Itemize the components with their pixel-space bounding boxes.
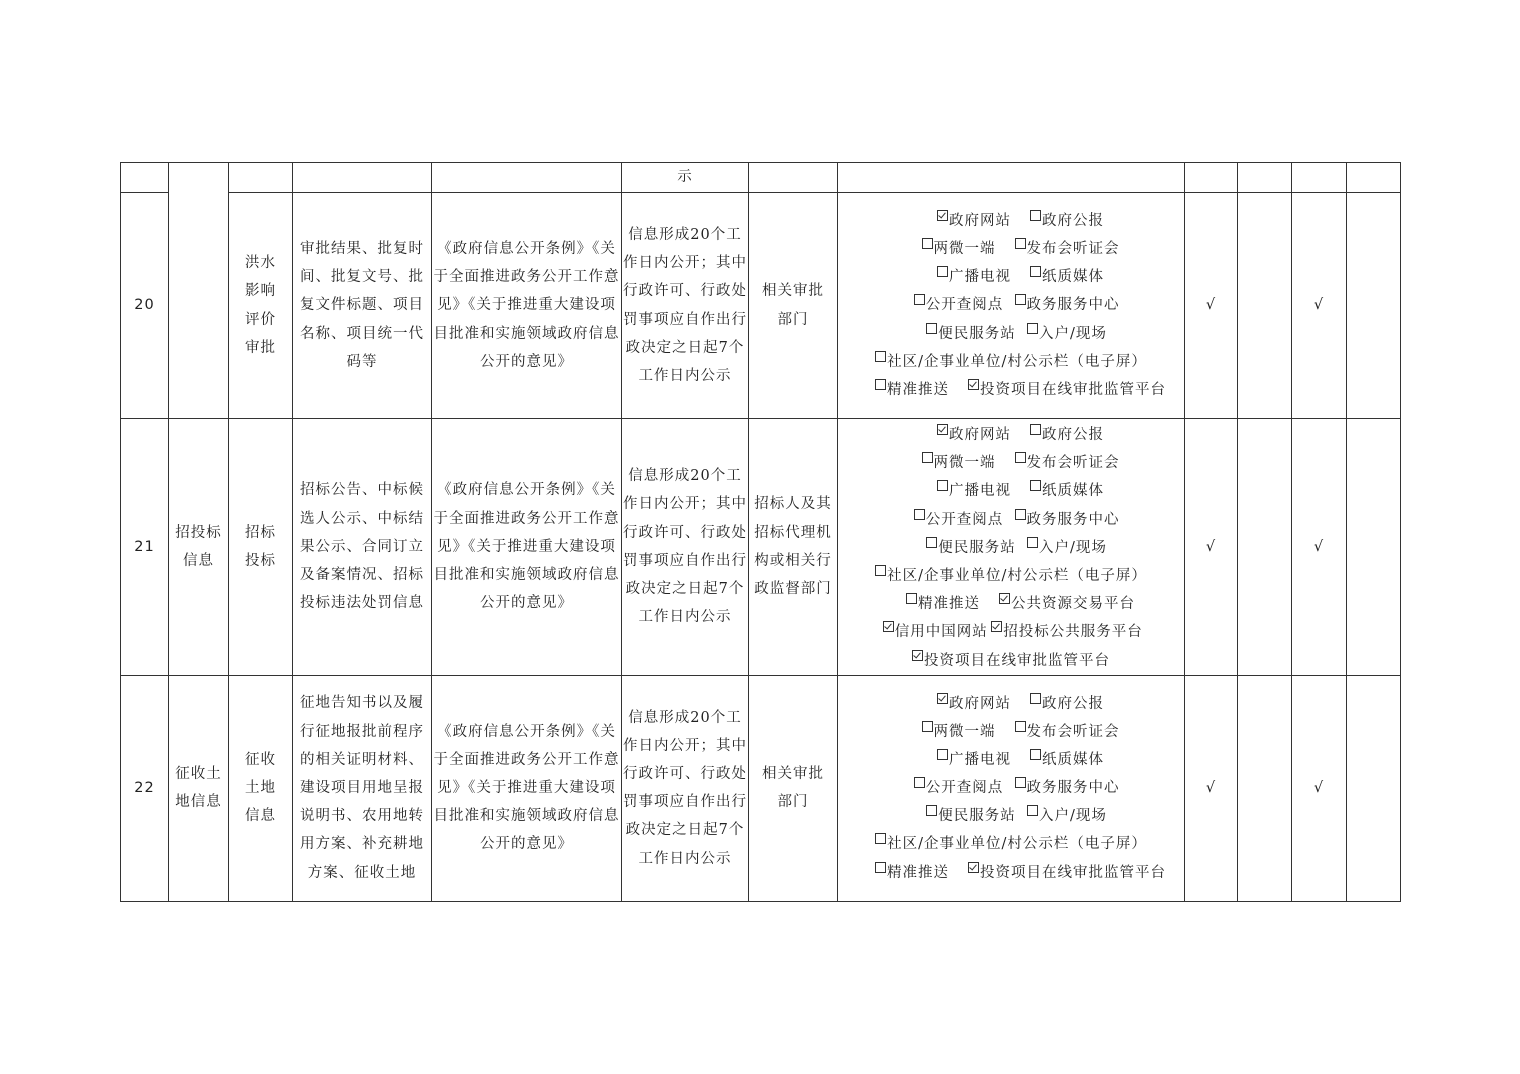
channel-option[interactable] [918, 690, 1030, 718]
unchecked-box-icon[interactable] [914, 294, 925, 305]
cont-col-a [1185, 163, 1238, 193]
empty-mark-cell [1238, 193, 1292, 419]
channel-line [838, 774, 1184, 802]
disclosure-basis: 《政府信息公开条例》《关于全面推进政务公开工作意见》《关于推进重大建设项目批准和实施领域政府信息公开的意见》 [432, 193, 622, 419]
checked-box-icon[interactable] [937, 424, 948, 435]
cont-col-c [1292, 163, 1347, 193]
channel-label: 两微一端 [933, 455, 996, 472]
continuation-row [121, 163, 1401, 193]
channel-option[interactable] [918, 477, 1030, 505]
channel-label: 两微一端 [933, 723, 996, 740]
channel-option[interactable] [856, 859, 968, 887]
channel-option[interactable] [1030, 690, 1104, 718]
channel-label: 政府网站 [949, 695, 1011, 712]
unchecked-box-icon[interactable] [922, 452, 933, 463]
channel-line [838, 263, 1184, 291]
channel-label: 精准推送 [887, 864, 949, 881]
unchecked-box-icon[interactable] [914, 509, 925, 520]
cont-basis-cell [432, 163, 622, 193]
disclosure-subject: 招标人及其招标代理机构或相关行政监督部门 [749, 419, 838, 676]
checked-box-icon[interactable] [999, 593, 1010, 604]
channel-line [838, 421, 1184, 449]
empty-mark-cell [1347, 675, 1401, 901]
channel-label: 精准推送 [918, 596, 980, 613]
unchecked-box-icon[interactable] [1030, 480, 1041, 491]
channel-label: 便民服务站 [938, 808, 1016, 825]
unchecked-box-icon[interactable] [922, 238, 933, 249]
category-name: 征收土地信息 [169, 675, 229, 901]
channel-label: 投资项目在线审批监管平台 [924, 652, 1110, 669]
unchecked-box-icon[interactable] [1015, 294, 1026, 305]
disclosure-content: 审批结果、批复时间、批复文号、批复文件标题、项目名称、项目统一代码等 [293, 193, 432, 419]
cont-subject-cell [749, 163, 838, 193]
channel-option[interactable] [1015, 774, 1120, 802]
cont-item-cell [229, 163, 293, 193]
channel-option[interactable] [912, 647, 1110, 675]
channel-label: 两微一端 [933, 241, 996, 258]
unchecked-box-icon[interactable] [926, 537, 937, 548]
channel-option[interactable] [1015, 718, 1120, 746]
cont-channel-cell [838, 163, 1185, 193]
channel-option[interactable] [875, 348, 1147, 376]
channel-option[interactable] [1027, 534, 1107, 562]
unchecked-box-icon[interactable] [926, 805, 937, 816]
channel-line [838, 590, 1184, 618]
channel-option[interactable] [1030, 746, 1104, 774]
channel-label: 政务服务中心 [1026, 780, 1120, 797]
unchecked-box-icon[interactable] [926, 323, 937, 334]
unchecked-box-icon[interactable] [937, 480, 948, 491]
unchecked-box-icon[interactable] [875, 833, 886, 844]
channel-label: 政府网站 [949, 212, 1011, 229]
disclosure-content: 招标公告、中标候选人公示、中标结果公示、合同订立及备案情况、招标投标违法处罚信息 [293, 419, 432, 676]
channel-line [838, 562, 1184, 590]
channel-line [838, 802, 1184, 830]
channel-label: 纸质媒体 [1042, 751, 1104, 768]
channel-label: 政务服务中心 [1026, 511, 1120, 528]
unchecked-box-icon[interactable] [1027, 805, 1038, 816]
channel-line [838, 859, 1184, 887]
check-mark: √ [1292, 675, 1347, 901]
check-mark: √ [1185, 675, 1238, 901]
empty-mark-cell [1347, 419, 1401, 676]
item-name: 招标投标 [229, 419, 293, 676]
channel-label: 公开查阅点 [925, 511, 1004, 528]
channel-option[interactable] [915, 320, 1027, 348]
channel-option[interactable] [918, 263, 1030, 291]
unchecked-box-icon[interactable] [1030, 424, 1041, 435]
cont-col-b [1238, 163, 1292, 193]
channel-label: 公共资源交易平台 [1011, 596, 1135, 613]
item-name: 洪水影响评价审批 [229, 193, 293, 419]
channel-label: 广播电视 [949, 269, 1011, 286]
check-mark: √ [1292, 419, 1347, 676]
check-mark: √ [1185, 193, 1238, 419]
unchecked-box-icon[interactable] [1015, 721, 1026, 732]
channel-option[interactable] [903, 718, 1015, 746]
channel-option[interactable] [991, 618, 1143, 646]
channel-line [838, 618, 1184, 646]
check-mark: √ [1292, 193, 1347, 419]
unchecked-box-icon[interactable] [1030, 210, 1041, 221]
disclosure-content: 征地告知书以及履行征地报批前程序的相关证明材料、建设项目用地呈报说明书、农用地转用方案、补充耕地方案、征收土地 [293, 675, 432, 901]
channel-option[interactable] [903, 291, 1015, 319]
channel-option[interactable] [915, 802, 1027, 830]
unchecked-box-icon[interactable] [1027, 537, 1038, 548]
disclosure-time: 信息形成20个工作日内公开；其中行政许可、行政处罚事项应自作出行政决定之日起7个工作日内公示 [622, 419, 749, 676]
channel-label: 社区/企事业单位/村公示栏（电子屏） [887, 567, 1147, 584]
unchecked-box-icon[interactable] [1030, 266, 1041, 277]
channel-option[interactable] [1015, 449, 1120, 477]
channel-label: 政务服务中心 [1026, 297, 1120, 314]
checked-box-icon[interactable] [991, 621, 1002, 632]
channel-label: 投资项目在线审批监管平台 [980, 381, 1166, 398]
channel-option[interactable] [1030, 207, 1104, 235]
channel-line [838, 534, 1184, 562]
disclosure-time: 信息形成20个工作日内公开；其中行政许可、行政处罚事项应自作出行政决定之日起7个工作日内公示 [622, 193, 749, 419]
channel-option[interactable] [915, 534, 1027, 562]
channel-label: 发布会听证会 [1026, 723, 1120, 740]
cont-content-cell [293, 163, 432, 193]
unchecked-box-icon[interactable] [1027, 323, 1038, 334]
empty-mark-cell [1238, 419, 1292, 676]
channel-label: 公开查阅点 [925, 297, 1004, 314]
channel-label: 投资项目在线审批监管平台 [980, 864, 1166, 881]
channel-label: 发布会听证会 [1026, 241, 1120, 258]
checked-box-icon[interactable] [937, 210, 948, 221]
category-cell-20 [169, 163, 229, 419]
empty-mark-cell [1347, 193, 1401, 419]
channel-option[interactable] [1030, 263, 1104, 291]
channel-line [838, 320, 1184, 348]
table-row [121, 675, 1401, 901]
row-number: 20 [121, 193, 169, 419]
channel-line [838, 718, 1184, 746]
row-number: 22 [121, 675, 169, 901]
channel-option[interactable] [999, 590, 1135, 618]
unchecked-box-icon[interactable] [922, 721, 933, 732]
channel-label: 招投标公共服务平台 [1003, 624, 1143, 641]
disclosure-basis: 《政府信息公开条例》《关于全面推进政务公开工作意见》《关于推进重大建设项目批准和实施领域政府信息公开的意见》 [432, 675, 622, 901]
channel-option[interactable] [1015, 291, 1120, 319]
channel-option[interactable] [879, 618, 991, 646]
unchecked-box-icon[interactable] [875, 379, 886, 390]
channel-line [838, 746, 1184, 774]
channel-line [838, 647, 1184, 675]
channel-label: 公开查阅点 [925, 780, 1004, 797]
channel-option[interactable] [903, 774, 1015, 802]
channel-line [838, 449, 1184, 477]
checked-box-icon[interactable] [883, 621, 894, 632]
checked-box-icon[interactable] [968, 379, 979, 390]
checked-box-icon[interactable] [912, 650, 923, 661]
channel-label: 入户/现场 [1039, 539, 1107, 556]
channel-option[interactable] [875, 830, 1147, 858]
channel-line [838, 690, 1184, 718]
unchecked-box-icon[interactable] [875, 351, 886, 362]
channel-label: 便民服务站 [938, 325, 1016, 342]
channel-line [838, 506, 1184, 534]
item-name: 征收土地信息 [229, 675, 293, 901]
channel-label: 入户/现场 [1039, 325, 1107, 342]
check-mark: √ [1185, 419, 1238, 676]
channel-option[interactable] [1027, 320, 1107, 348]
channel-option[interactable] [918, 421, 1030, 449]
channel-option[interactable] [968, 376, 1166, 404]
channel-line [838, 207, 1184, 235]
channel-option[interactable] [1015, 235, 1120, 263]
cont-time-cell: 示 [622, 163, 749, 193]
disclosure-subject: 相关审批部门 [749, 675, 838, 901]
channel-option[interactable] [903, 235, 1015, 263]
cont-col-d [1347, 163, 1401, 193]
unchecked-box-icon[interactable] [875, 565, 886, 576]
unchecked-box-icon[interactable] [1015, 509, 1026, 520]
channel-option[interactable] [1030, 421, 1104, 449]
channel-option[interactable] [1027, 802, 1107, 830]
unchecked-box-icon[interactable] [1030, 693, 1041, 704]
channel-line [838, 376, 1184, 404]
cont-num-cell [121, 163, 169, 193]
checked-box-icon[interactable] [937, 693, 948, 704]
channel-option[interactable] [903, 506, 1015, 534]
row-number: 21 [121, 419, 169, 676]
empty-mark-cell [1238, 675, 1292, 901]
unchecked-box-icon[interactable] [1030, 749, 1041, 760]
unchecked-box-icon[interactable] [875, 862, 886, 873]
checked-box-icon[interactable] [968, 862, 979, 873]
channel-option[interactable] [887, 590, 999, 618]
channel-label: 政府公报 [1042, 695, 1104, 712]
channel-label: 政府公报 [1042, 427, 1104, 443]
channel-line [838, 235, 1184, 263]
channel-label: 入户/现场 [1039, 808, 1107, 825]
channel-line [838, 830, 1184, 858]
disclosure-time: 信息形成20个工作日内公开；其中行政许可、行政处罚事项应自作出行政决定之日起7个工作日内公示 [622, 675, 749, 901]
channel-option[interactable] [1015, 506, 1120, 534]
disclosure-channels [838, 193, 1185, 419]
unchecked-box-icon[interactable] [1015, 452, 1026, 463]
channel-label: 政府网站 [949, 427, 1011, 443]
channel-option[interactable] [968, 859, 1166, 887]
unchecked-box-icon[interactable] [906, 593, 917, 604]
disclosure-table [120, 162, 1401, 902]
channel-label: 广播电视 [949, 751, 1011, 768]
channel-label: 信用中国网站 [894, 624, 988, 641]
channel-label: 广播电视 [949, 483, 1011, 500]
channel-label: 社区/企事业单位/村公示栏（电子屏） [887, 836, 1147, 853]
unchecked-box-icon[interactable] [1015, 238, 1026, 249]
category-name: 招投标信息 [169, 419, 229, 676]
disclosure-basis: 《政府信息公开条例》《关于全面推进政务公开工作意见》《关于推进重大建设项目批准和实施领域政府信息公开的意见》 [432, 419, 622, 676]
channel-label: 政府公报 [1042, 212, 1104, 229]
unchecked-box-icon[interactable] [937, 266, 948, 277]
channel-option[interactable] [918, 746, 1030, 774]
channel-option[interactable] [903, 449, 1015, 477]
channel-label: 社区/企事业单位/村公示栏（电子屏） [887, 353, 1147, 370]
channel-option[interactable] [1030, 477, 1104, 505]
disclosure-subject: 相关审批部门 [749, 193, 838, 419]
channel-option[interactable] [875, 562, 1147, 590]
disclosure-channels [838, 675, 1185, 901]
channel-option[interactable] [918, 207, 1030, 235]
channel-line [838, 477, 1184, 505]
unchecked-box-icon[interactable] [1015, 777, 1026, 788]
channel-label: 纸质媒体 [1042, 483, 1104, 500]
channel-option[interactable] [856, 376, 968, 404]
channel-line [838, 291, 1184, 319]
table-row [121, 419, 1401, 676]
channel-line [838, 348, 1184, 376]
channel-label: 纸质媒体 [1042, 269, 1104, 286]
channel-label: 便民服务站 [938, 539, 1016, 556]
unchecked-box-icon[interactable] [937, 749, 948, 760]
table-row [121, 193, 1401, 419]
disclosure-channels [838, 419, 1185, 676]
channel-label: 发布会听证会 [1026, 455, 1120, 472]
channel-label: 精准推送 [887, 381, 949, 398]
unchecked-box-icon[interactable] [914, 777, 925, 788]
